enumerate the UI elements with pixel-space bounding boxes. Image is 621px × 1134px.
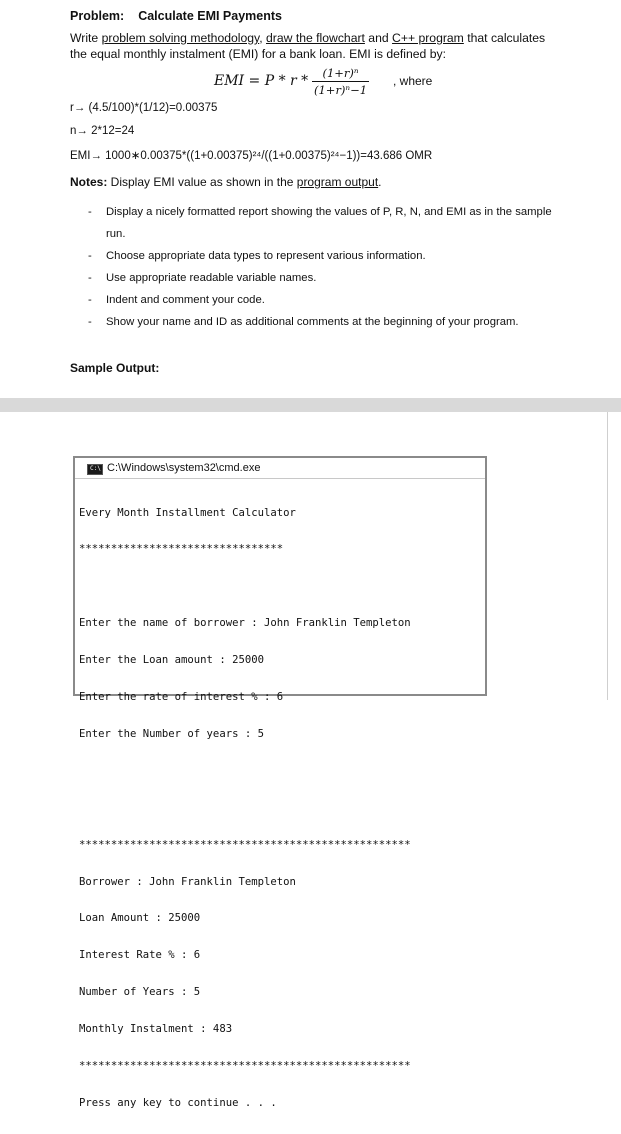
formula-where: , where (393, 74, 433, 88)
notes-text: Display EMI value as shown in the (107, 175, 297, 189)
console-window (73, 456, 487, 1109)
console-line: Enter the Loan amount : 25000 (79, 654, 264, 667)
list-item-text: Choose appropriate data types to represent various information. (106, 250, 426, 262)
terminal-icon (87, 464, 103, 475)
document-page-1 (0, 0, 621, 398)
console-line: **************************************************** (79, 1059, 411, 1072)
intro-text: Write (70, 31, 102, 45)
formula-denominator: (1+r)ⁿ−1 (314, 83, 368, 97)
console-line: ******************************** (79, 543, 284, 556)
formula-numerator: (1+r)ⁿ (322, 66, 359, 80)
console-line: Enter the Number of years : 5 (79, 727, 264, 740)
list-item-text: Use appropriate readable variable names. (106, 272, 317, 284)
intro-text: and (364, 31, 393, 45)
bullet-dash: - (88, 206, 92, 218)
console-line: Loan Amount : 25000 (79, 912, 201, 925)
fraction-bar (312, 81, 369, 82)
bullet-dash: - (88, 316, 92, 328)
requirements-list (88, 201, 558, 333)
console-line (79, 765, 481, 777)
link-flowchart[interactable]: draw the flowchart (266, 31, 365, 45)
console-title: C:\Windows\system32\cmd.exe (107, 462, 261, 474)
list-item (88, 267, 558, 289)
notes-label: Notes: (70, 175, 108, 189)
bullet-dash: - (88, 294, 92, 306)
n-calculation: n→ 2*12=24 (70, 125, 135, 137)
terminal-icon-text: C:\ (90, 465, 101, 472)
console-line: Interest Rate % : 6 (79, 949, 201, 962)
r-calculation: r→ (4.5/100)*(1/12)=0.00375 (70, 102, 218, 114)
formula-fraction (312, 66, 369, 97)
intro-text: that calculates the equal monthly instalment (EMI) for a bank loan. EMI is defined by: (70, 31, 546, 61)
page-edge (607, 412, 608, 700)
list-item (88, 289, 558, 311)
problem-intro (70, 30, 550, 62)
link-program-output[interactable]: program output (296, 175, 379, 189)
console-output (79, 482, 481, 1109)
console-line: Press any key to continue . . . (79, 1096, 277, 1109)
console-line: **************************************************** (79, 838, 411, 851)
bullet-dash: - (88, 272, 92, 284)
page-separator (0, 398, 621, 412)
sample-output-heading: Sample Output: (70, 361, 160, 375)
console-line: Monthly Instalment : 483 (79, 1023, 233, 1036)
console-line: Every Month Installment Calculator (79, 506, 296, 519)
list-item (88, 245, 558, 267)
list-item-text: Show your name and ID as additional comments at the beginning of your program. (106, 316, 519, 328)
console-line (79, 580, 481, 592)
console-line: Enter the name of borrower : John Franklin Templeton (79, 617, 411, 630)
console-line: Number of Years : 5 (79, 986, 201, 999)
console-line: Borrower : John Franklin Templeton (79, 875, 296, 888)
link-problem-solving[interactable]: problem solving methodology (101, 31, 260, 45)
notes (70, 175, 382, 189)
link-cpp-program[interactable]: C++ program (392, 31, 464, 45)
console-line (79, 802, 481, 814)
console-title-bar[interactable] (75, 458, 485, 479)
bullet-dash: - (88, 250, 92, 262)
emi-calculation: EMI→ 1000∗0.00375*((1+0.00375)²⁴/((1+0.00375)²⁴−1))=43.686 OMR (70, 150, 433, 162)
intro-text: , (259, 31, 267, 45)
list-item (88, 311, 558, 333)
list-item (88, 201, 558, 245)
notes-text: . (378, 175, 382, 189)
console-line: Enter the rate of interest % : 6 (79, 691, 284, 704)
problem-heading (70, 9, 282, 23)
problem-title: Calculate EMI Payments (138, 9, 282, 23)
formula-lhs: EMI = P * r * (214, 73, 309, 89)
list-item-text: Display a nicely formatted report showing the values of P, R, N, and EMI as in the sample run. (106, 206, 552, 240)
list-item-text: Indent and comment your code. (106, 294, 265, 306)
problem-label: Problem: (70, 9, 125, 23)
